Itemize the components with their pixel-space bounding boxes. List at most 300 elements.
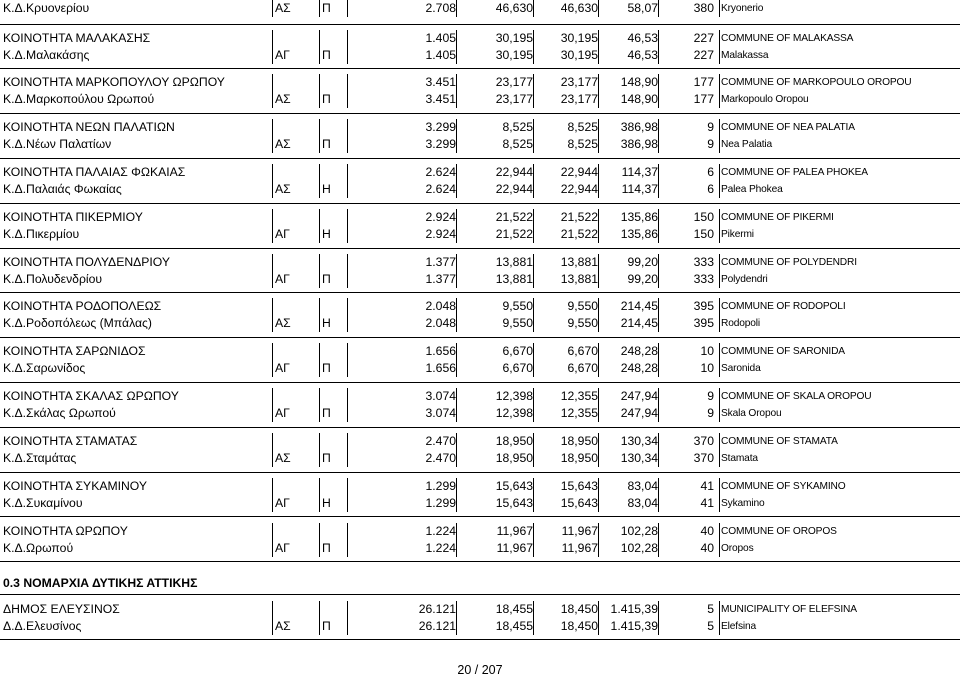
cell-code: 177 bbox=[693, 92, 714, 106]
cell-v2: 11,967 bbox=[561, 524, 598, 538]
cell-pop: 2.624 bbox=[425, 182, 456, 196]
cell-code: 395 bbox=[693, 299, 714, 313]
cell-latin: COMMUNE OF STAMATA bbox=[721, 436, 838, 447]
table-row bbox=[0, 181, 960, 198]
cell-code: 5 bbox=[707, 619, 714, 633]
cell-v2: 15,643 bbox=[560, 496, 598, 510]
table-row bbox=[0, 0, 960, 17]
cell-latin: Nea Palatia bbox=[721, 139, 773, 150]
cell-pop: 26.121 bbox=[418, 602, 456, 616]
cell-latin: COMMUNE OF PALEA PHOKEA bbox=[721, 167, 868, 178]
table-row bbox=[0, 136, 960, 153]
cell-t2: Π bbox=[322, 272, 331, 286]
cell-name: ΚΟΙΝΟΤΗΤΑ ΣΤΑΜΑΤΑΣ bbox=[3, 434, 138, 448]
cell-v3: 214,45 bbox=[620, 316, 658, 330]
cell-pop: 2.924 bbox=[425, 227, 456, 241]
column-divider bbox=[319, 343, 320, 360]
cell-v2: 6,670 bbox=[567, 361, 598, 375]
cell-v1: 11,967 bbox=[496, 524, 533, 538]
column-divider bbox=[272, 226, 273, 243]
cell-v2: 6,670 bbox=[567, 344, 598, 358]
cell-code: 41 bbox=[700, 479, 714, 493]
row-separator bbox=[0, 472, 960, 473]
cell-name: ΚΟΙΝΟΤΗΤΑ ΜΑΛΑΚΑΣΗΣ bbox=[3, 31, 151, 45]
column-divider bbox=[272, 0, 273, 17]
cell-v2: 9,550 bbox=[567, 316, 598, 330]
cell-v2: 18,450 bbox=[560, 619, 598, 633]
column-divider bbox=[272, 298, 273, 315]
column-divider bbox=[272, 181, 273, 198]
column-divider bbox=[347, 360, 348, 377]
cell-t1: ΑΣ bbox=[275, 451, 291, 465]
cell-pop: 2.708 bbox=[425, 1, 456, 15]
cell-v1: 13,881 bbox=[495, 255, 533, 269]
cell-v1: 21,522 bbox=[495, 210, 533, 224]
cell-pop: 1.405 bbox=[425, 31, 456, 45]
column-divider bbox=[719, 91, 720, 108]
cell-pop: 2.470 bbox=[425, 451, 456, 465]
cell-name: Κ.Δ.Νέων Παλατίων bbox=[3, 137, 112, 151]
cell-t1: ΑΓ bbox=[275, 272, 290, 286]
cell-v3: 214,45 bbox=[620, 299, 658, 313]
cell-code: 41 bbox=[700, 496, 714, 510]
cell-v2: 23,177 bbox=[560, 75, 598, 89]
table-row bbox=[0, 343, 960, 360]
column-divider bbox=[347, 540, 348, 557]
column-divider bbox=[719, 254, 720, 271]
column-divider bbox=[319, 30, 320, 47]
cell-t2: Π bbox=[322, 406, 331, 420]
cell-v3: 386,98 bbox=[620, 120, 658, 134]
cell-t1: ΑΓ bbox=[275, 361, 290, 375]
column-divider bbox=[272, 91, 273, 108]
cell-code: 40 bbox=[700, 524, 714, 538]
cell-v1: 6,670 bbox=[502, 361, 533, 375]
cell-code: 395 bbox=[693, 316, 714, 330]
column-divider bbox=[719, 495, 720, 512]
table-row bbox=[0, 47, 960, 64]
cell-name: Κ.Δ.Μαλακάσης bbox=[3, 48, 90, 62]
cell-latin: COMMUNE OF OROPOS bbox=[721, 526, 837, 537]
cell-code: 370 bbox=[693, 451, 714, 465]
cell-t1: ΑΓ bbox=[275, 406, 290, 420]
cell-v2: 11,967 bbox=[561, 541, 598, 555]
cell-v1: 21,522 bbox=[495, 227, 533, 241]
cell-v3: 83,04 bbox=[627, 479, 658, 493]
cell-latin: Elefsina bbox=[721, 621, 757, 632]
cell-t2: Π bbox=[322, 137, 331, 151]
cell-v1: 30,195 bbox=[495, 31, 533, 45]
cell-latin: Markopoulo Oropou bbox=[721, 94, 809, 105]
cell-t2: Η bbox=[322, 316, 331, 330]
cell-code: 6 bbox=[707, 182, 714, 196]
column-divider bbox=[272, 540, 273, 557]
cell-name: Κ.Δ.Ωρωπού bbox=[3, 541, 74, 555]
column-divider bbox=[347, 30, 348, 47]
row-separator bbox=[0, 292, 960, 293]
cell-v1: 23,177 bbox=[495, 75, 533, 89]
cell-name: Κ.Δ.Πικερμίου bbox=[3, 227, 80, 241]
cell-v3: 248,28 bbox=[620, 361, 658, 375]
column-divider bbox=[319, 47, 320, 64]
cell-pop: 1.224 bbox=[425, 524, 456, 538]
cell-name: Κ.Δ.Παλαιάς Φωκαίας bbox=[3, 182, 122, 196]
column-divider bbox=[347, 136, 348, 153]
column-divider bbox=[719, 181, 720, 198]
row-separator bbox=[0, 337, 960, 338]
cell-latin: Stamata bbox=[721, 453, 758, 464]
section-heading: 0.3 ΝΟΜΑΡΧΙΑ ΔΥΤΙΚΗΣ ΑΤΤΙΚΗΣ bbox=[3, 576, 198, 590]
row-separator bbox=[0, 639, 960, 640]
column-divider bbox=[319, 74, 320, 91]
column-divider bbox=[347, 343, 348, 360]
column-divider bbox=[319, 298, 320, 315]
cell-v2: 30,195 bbox=[560, 48, 598, 62]
cell-code: 9 bbox=[707, 389, 714, 403]
column-divider bbox=[272, 47, 273, 64]
cell-code: 40 bbox=[700, 541, 714, 555]
row-separator bbox=[0, 68, 960, 69]
column-divider bbox=[319, 540, 320, 557]
column-divider bbox=[272, 388, 273, 405]
cell-code: 370 bbox=[693, 434, 714, 448]
cell-code: 380 bbox=[693, 1, 714, 15]
table-row bbox=[0, 91, 960, 108]
table-row bbox=[0, 254, 960, 271]
cell-pop: 2.048 bbox=[425, 299, 456, 313]
cell-name: Κ.Δ.Συκαμίνου bbox=[3, 496, 83, 510]
column-divider bbox=[319, 388, 320, 405]
cell-v3: 102,28 bbox=[620, 524, 658, 538]
row-separator bbox=[0, 158, 960, 159]
table-row bbox=[0, 433, 960, 450]
cell-name: Κ.Δ.Πολυδενδρίου bbox=[3, 272, 103, 286]
cell-pop: 1.656 bbox=[425, 361, 456, 375]
column-divider bbox=[319, 523, 320, 540]
cell-pop: 1.656 bbox=[425, 344, 456, 358]
column-divider bbox=[272, 271, 273, 288]
cell-pop: 2.470 bbox=[425, 434, 456, 448]
cell-v2: 30,195 bbox=[560, 31, 598, 45]
cell-pop: 1.224 bbox=[425, 541, 456, 555]
column-divider bbox=[347, 495, 348, 512]
cell-name: ΚΟΙΝΟΤΗΤΑ ΣΚΑΛΑΣ ΩΡΩΠΟΥ bbox=[3, 389, 179, 403]
column-divider bbox=[719, 360, 720, 377]
table-row bbox=[0, 478, 960, 495]
cell-v3: 248,28 bbox=[620, 344, 658, 358]
column-divider bbox=[319, 495, 320, 512]
column-divider bbox=[347, 47, 348, 64]
cell-v1: 8,525 bbox=[502, 137, 533, 151]
column-divider bbox=[719, 601, 720, 618]
cell-v2: 22,944 bbox=[560, 182, 598, 196]
cell-v3: 114,37 bbox=[621, 165, 658, 179]
column-divider bbox=[347, 433, 348, 450]
cell-v2: 8,525 bbox=[567, 120, 598, 134]
cell-latin: COMMUNE OF NEA PALATIA bbox=[721, 122, 855, 133]
cell-latin: Pikermi bbox=[721, 229, 754, 240]
cell-code: 9 bbox=[707, 406, 714, 420]
cell-name: ΚΟΙΝΟΤΗΤΑ ΡΟΔΟΠΟΛΕΩΣ bbox=[3, 299, 162, 313]
cell-v2: 18,950 bbox=[560, 451, 598, 465]
column-divider bbox=[272, 405, 273, 422]
column-divider bbox=[319, 119, 320, 136]
cell-v2: 18,450 bbox=[560, 602, 598, 616]
cell-v2: 13,881 bbox=[560, 255, 598, 269]
column-divider bbox=[319, 405, 320, 422]
cell-v2: 18,950 bbox=[560, 434, 598, 448]
cell-v3: 135,86 bbox=[620, 210, 658, 224]
cell-pop: 3.451 bbox=[425, 75, 456, 89]
column-divider bbox=[347, 226, 348, 243]
cell-latin: COMMUNE OF MALAKASSA bbox=[721, 33, 854, 44]
column-divider bbox=[272, 74, 273, 91]
cell-name: Κ.Δ.Σαρωνίδος bbox=[3, 361, 86, 375]
row-separator bbox=[0, 113, 960, 114]
cell-t1: ΑΣ bbox=[275, 92, 291, 106]
column-divider bbox=[272, 433, 273, 450]
column-divider bbox=[347, 181, 348, 198]
cell-pop: 1.405 bbox=[425, 48, 456, 62]
column-divider bbox=[347, 315, 348, 332]
row-separator bbox=[0, 561, 960, 562]
table-row bbox=[0, 315, 960, 332]
cell-latin: COMMUNE OF SKALA OROPOU bbox=[721, 391, 872, 402]
cell-latin: Oropos bbox=[721, 543, 754, 554]
table-row bbox=[0, 74, 960, 91]
table-row bbox=[0, 495, 960, 512]
cell-code: 5 bbox=[707, 602, 714, 616]
cell-v3: 135,86 bbox=[620, 227, 658, 241]
cell-v1: 6,670 bbox=[502, 344, 533, 358]
column-divider bbox=[347, 450, 348, 467]
cell-t1: ΑΓ bbox=[275, 541, 290, 555]
table-row bbox=[0, 540, 960, 557]
table-row bbox=[0, 298, 960, 315]
cell-latin: COMMUNE OF SYKAMINO bbox=[721, 481, 846, 492]
table-row bbox=[0, 209, 960, 226]
cell-pop: 1.299 bbox=[425, 479, 456, 493]
column-divider bbox=[319, 136, 320, 153]
cell-v2: 15,643 bbox=[560, 479, 598, 493]
table-row bbox=[0, 119, 960, 136]
column-divider bbox=[319, 360, 320, 377]
column-divider bbox=[719, 30, 720, 47]
column-divider bbox=[719, 405, 720, 422]
cell-pop: 1.299 bbox=[425, 496, 456, 510]
cell-pop: 3.451 bbox=[425, 92, 456, 106]
cell-t2: Π bbox=[322, 541, 331, 555]
cell-name: Δ.Δ.Ελευσίνος bbox=[3, 619, 82, 633]
cell-name: Κ.Δ.Σκάλας Ωρωπού bbox=[3, 406, 116, 420]
cell-v1: 15,643 bbox=[495, 479, 533, 493]
cell-code: 333 bbox=[693, 255, 714, 269]
cell-v3: 114,37 bbox=[621, 182, 658, 196]
column-divider bbox=[319, 181, 320, 198]
cell-v2: 8,525 bbox=[567, 137, 598, 151]
column-divider bbox=[719, 119, 720, 136]
cell-name: ΚΟΙΝΟΤΗΤΑ ΠΑΛΑΙΑΣ ΦΩΚΑΙΑΣ bbox=[3, 165, 186, 179]
cell-t1: ΑΣ bbox=[275, 182, 291, 196]
cell-t1: ΑΓ bbox=[275, 48, 290, 62]
column-divider bbox=[272, 30, 273, 47]
row-separator bbox=[0, 382, 960, 383]
cell-v1: 18,455 bbox=[495, 619, 533, 633]
cell-latin: Skala Oropou bbox=[721, 408, 782, 419]
cell-v2: 21,522 bbox=[560, 227, 598, 241]
cell-t1: ΑΣ bbox=[275, 1, 291, 15]
table-row bbox=[0, 360, 960, 377]
cell-name: ΚΟΙΝΟΤΗΤΑ ΠΟΛΥΔΕΝΔΡΙΟΥ bbox=[3, 255, 170, 269]
column-divider bbox=[719, 271, 720, 288]
column-divider bbox=[719, 136, 720, 153]
column-divider bbox=[719, 209, 720, 226]
column-divider bbox=[272, 495, 273, 512]
column-divider bbox=[319, 478, 320, 495]
cell-v3: 99,20 bbox=[627, 255, 658, 269]
cell-code: 10 bbox=[700, 344, 714, 358]
cell-v1: 12,398 bbox=[495, 389, 533, 403]
column-divider bbox=[347, 523, 348, 540]
column-divider bbox=[319, 254, 320, 271]
cell-name: Κ.Δ.Σταμάτας bbox=[3, 451, 77, 465]
table-row bbox=[0, 450, 960, 467]
table-row bbox=[0, 618, 960, 635]
cell-code: 10 bbox=[700, 361, 714, 375]
column-divider bbox=[272, 478, 273, 495]
column-divider bbox=[272, 618, 273, 635]
column-divider bbox=[319, 271, 320, 288]
row-separator bbox=[0, 203, 960, 204]
column-divider bbox=[347, 0, 348, 17]
cell-v3: 99,20 bbox=[627, 272, 658, 286]
column-divider bbox=[272, 523, 273, 540]
column-divider bbox=[272, 601, 273, 618]
cell-v1: 22,944 bbox=[495, 165, 533, 179]
column-divider bbox=[347, 388, 348, 405]
cell-v2: 12,355 bbox=[560, 389, 598, 403]
cell-v1: 30,195 bbox=[495, 48, 533, 62]
row-separator bbox=[0, 427, 960, 428]
cell-latin: Palea Phokea bbox=[721, 184, 783, 195]
column-divider bbox=[319, 91, 320, 108]
cell-v1: 8,525 bbox=[502, 120, 533, 134]
cell-code: 227 bbox=[693, 31, 714, 45]
cell-name: Κ.Δ.Μαρκοπούλου Ωρωπού bbox=[3, 92, 155, 106]
table-row bbox=[0, 601, 960, 618]
cell-v1: 11,967 bbox=[496, 541, 533, 555]
cell-t2: Π bbox=[322, 361, 331, 375]
cell-pop: 1.377 bbox=[425, 255, 456, 269]
row-separator bbox=[0, 24, 960, 25]
column-divider bbox=[719, 388, 720, 405]
cell-name: ΚΟΙΝΟΤΗΤΑ ΝΕΩΝ ΠΑΛΑΤΙΩΝ bbox=[3, 120, 175, 134]
cell-pop: 26.121 bbox=[418, 619, 456, 633]
cell-name: ΚΟΙΝΟΤΗΤΑ ΜΑΡΚΟΠΟΥΛΟΥ ΩΡΩΠΟΥ bbox=[3, 75, 225, 89]
cell-v2: 23,177 bbox=[560, 92, 598, 106]
cell-t1: ΑΣ bbox=[275, 619, 291, 633]
cell-v1: 18,455 bbox=[495, 602, 533, 616]
cell-code: 9 bbox=[707, 120, 714, 134]
row-separator bbox=[0, 248, 960, 249]
cell-v3: 247,94 bbox=[620, 406, 658, 420]
cell-v2: 9,550 bbox=[567, 299, 598, 313]
column-divider bbox=[719, 298, 720, 315]
cell-v3: 46,53 bbox=[627, 48, 658, 62]
column-divider bbox=[272, 450, 273, 467]
column-divider bbox=[319, 315, 320, 332]
cell-v3: 58,07 bbox=[627, 1, 658, 15]
column-divider bbox=[272, 254, 273, 271]
cell-v2: 12,355 bbox=[560, 406, 598, 420]
cell-latin: Polydendri bbox=[721, 274, 768, 285]
cell-v2: 22,944 bbox=[560, 165, 598, 179]
cell-v3: 1.415,39 bbox=[610, 602, 658, 616]
cell-v3: 46,53 bbox=[627, 31, 658, 45]
cell-latin: COMMUNE OF RODOPOLI bbox=[721, 301, 846, 312]
cell-t1: ΑΣ bbox=[275, 137, 291, 151]
column-divider bbox=[719, 343, 720, 360]
cell-latin: COMMUNE OF SARONIDA bbox=[721, 346, 845, 357]
column-divider bbox=[319, 433, 320, 450]
cell-v2: 46,630 bbox=[560, 1, 598, 15]
cell-code: 150 bbox=[693, 210, 714, 224]
column-divider bbox=[347, 405, 348, 422]
cell-v3: 247,94 bbox=[620, 389, 658, 403]
row-separator bbox=[0, 594, 960, 595]
column-divider bbox=[347, 478, 348, 495]
cell-pop: 2.624 bbox=[425, 165, 456, 179]
cell-t1: ΑΓ bbox=[275, 496, 290, 510]
column-divider bbox=[347, 91, 348, 108]
row-separator bbox=[0, 516, 960, 517]
cell-t2: Π bbox=[322, 48, 331, 62]
cell-latin: Malakassa bbox=[721, 50, 769, 61]
cell-t2: Π bbox=[322, 619, 331, 633]
cell-t2: Π bbox=[322, 451, 331, 465]
table-row bbox=[0, 388, 960, 405]
column-divider bbox=[319, 226, 320, 243]
column-divider bbox=[347, 119, 348, 136]
column-divider bbox=[319, 164, 320, 181]
cell-t2: Η bbox=[322, 496, 331, 510]
column-divider bbox=[719, 523, 720, 540]
column-divider bbox=[319, 601, 320, 618]
column-divider bbox=[719, 0, 720, 17]
cell-v3: 130,34 bbox=[620, 434, 658, 448]
column-divider bbox=[347, 271, 348, 288]
table-row bbox=[0, 226, 960, 243]
cell-v1: 9,550 bbox=[502, 316, 533, 330]
column-divider bbox=[319, 209, 320, 226]
cell-latin: Rodopoli bbox=[721, 318, 761, 329]
column-divider bbox=[319, 0, 320, 17]
column-divider bbox=[272, 209, 273, 226]
cell-t1: ΑΓ bbox=[275, 227, 290, 241]
cell-latin: Sykamino bbox=[721, 498, 765, 509]
cell-code: 9 bbox=[707, 137, 714, 151]
cell-pop: 2.048 bbox=[425, 316, 456, 330]
column-divider bbox=[719, 315, 720, 332]
cell-v3: 83,04 bbox=[627, 496, 658, 510]
cell-code: 227 bbox=[693, 48, 714, 62]
column-divider bbox=[719, 47, 720, 64]
cell-t1: ΑΣ bbox=[275, 316, 291, 330]
cell-v3: 130,34 bbox=[620, 451, 658, 465]
cell-latin: Kryonerio bbox=[721, 3, 764, 14]
column-divider bbox=[347, 298, 348, 315]
cell-v3: 386,98 bbox=[620, 137, 658, 151]
